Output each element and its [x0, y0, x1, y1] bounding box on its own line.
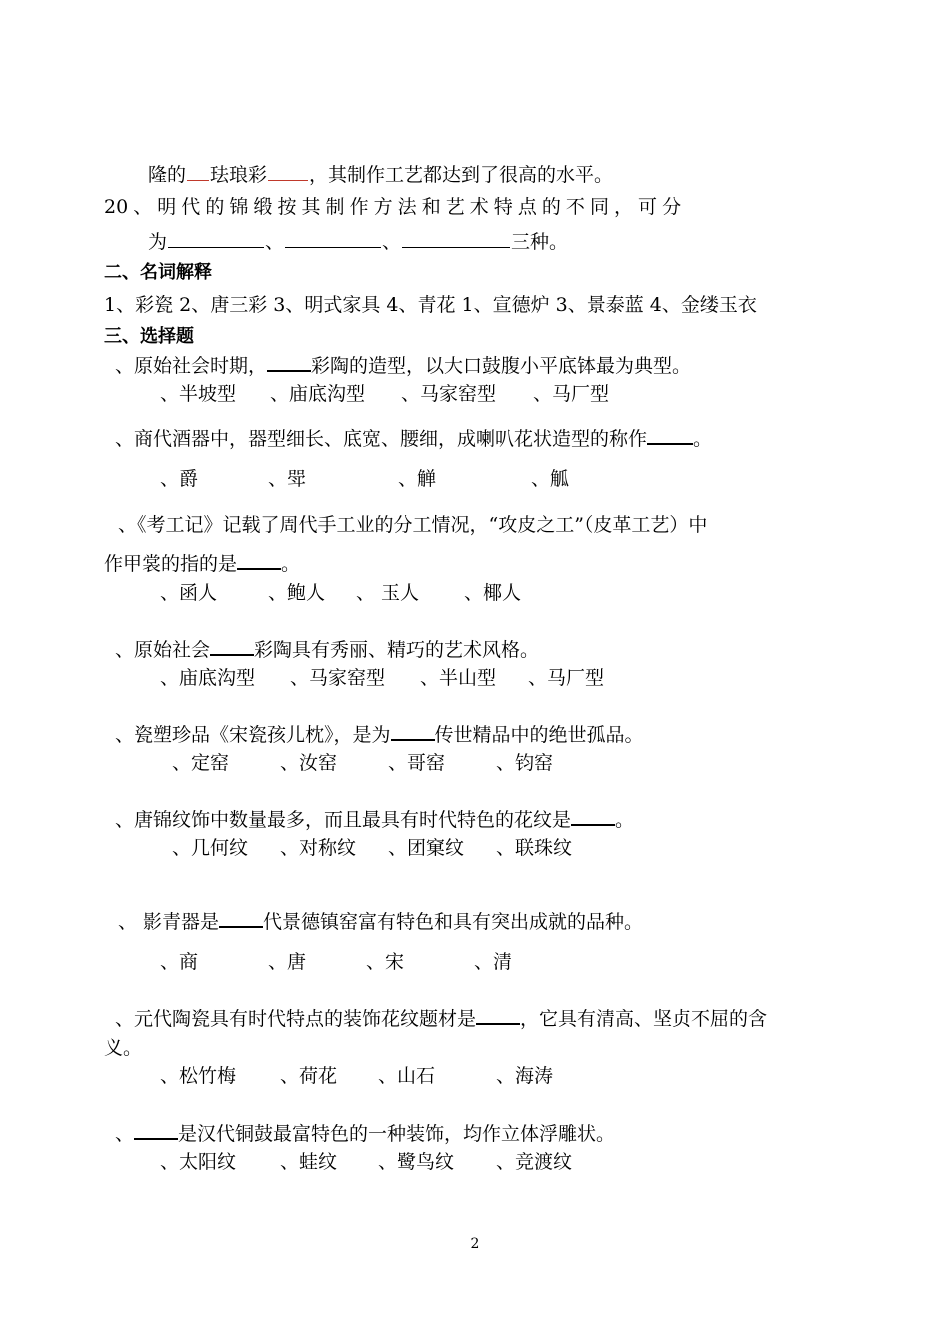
mc5-option-b: 、汝窑 — [280, 752, 338, 774]
mc5-option-d: 、钧窑 — [496, 752, 554, 774]
mc5-option-c: 、哥窑 — [388, 752, 446, 774]
mc6-option-c: 、团窠纹 — [388, 837, 465, 859]
mc8-question-line2: 义。 — [104, 1037, 143, 1059]
mc3-question-line2 — [104, 550, 300, 577]
mc4-option-c: 、半山型 — [420, 667, 497, 689]
mc4-post: 彩陶具有秀丽、精巧的艺术风格。 — [254, 639, 540, 662]
mc7-option-b: 、唐 — [268, 951, 307, 973]
mc3-question-line1: 、《考工记》记载了周代手工业的分工情况，“攻皮之工”（皮革工艺）中 — [118, 514, 708, 536]
q20-post: 三种。 — [511, 230, 569, 253]
mc5-question — [115, 721, 644, 748]
mc8-question-line1 — [115, 1005, 767, 1032]
mc5-post: 传世精品中的绝世孤品。 — [434, 724, 644, 747]
q20-blank-1 — [168, 227, 264, 248]
mc1-option-c: 、马家窑型 — [401, 383, 497, 405]
mc3-post: 。 — [281, 553, 301, 576]
mc8-option-b: 、荷花 — [280, 1065, 338, 1087]
mc6-option-a: 、几何纹 — [172, 837, 249, 859]
mc7-question — [118, 908, 643, 935]
mc1-blank — [267, 352, 311, 372]
mc6-question — [115, 806, 634, 833]
mc9-options — [160, 1149, 572, 1175]
mc6-option-d: 、联珠纹 — [496, 837, 573, 859]
mc8-options — [160, 1063, 553, 1089]
q20-blank-2 — [285, 227, 381, 248]
mc7-option-a: 、商 — [160, 951, 199, 973]
mc9-option-b: 、蛙纹 — [280, 1151, 338, 1173]
mc1-post: 彩陶的造型，以大口鼓腹小平底钵最为典型。 — [311, 355, 692, 378]
mc2-pre: 、商代酒器中，器型细长、底宽、腰细，成喇叭花状造型的称作 — [115, 428, 648, 451]
mc7-blank — [219, 908, 263, 928]
mc4-pre: 、原始社会 — [115, 639, 211, 662]
q19-tail-line — [148, 160, 613, 188]
mc4-option-b: 、马家窑型 — [290, 667, 386, 689]
section-2-title: 二、名词解释 — [104, 262, 212, 283]
mc1-pre: 、原始社会时期， — [115, 355, 268, 378]
mc7-pre: 、 影青器是 — [118, 911, 220, 934]
mc9-blank — [134, 1120, 178, 1140]
mc3-option-c: 、 玉人 — [356, 582, 420, 604]
mc5-blank — [391, 721, 435, 741]
mc8-option-c: 、山石 — [378, 1065, 436, 1087]
mc1-option-a: 、半坡型 — [160, 383, 237, 405]
section-2-terms: 1、彩瓷 2、唐三彩 3、明式家具 4、青花 1、宣德炉 3、景泰蓝 4、金缕玉衣 — [104, 294, 757, 316]
mc8-option-d: 、海涛 — [496, 1065, 554, 1087]
mc9-option-a: 、太阳纹 — [160, 1151, 237, 1173]
q20-line2 — [148, 227, 568, 255]
mc8-post: ，它具有清高、坚贞不屈的含 — [520, 1008, 768, 1031]
mc5-options — [172, 750, 553, 776]
mc8-blank — [476, 1005, 520, 1025]
mc1-option-d: 、马厂型 — [533, 383, 610, 405]
mc3-option-a: 、函人 — [160, 582, 218, 604]
section-3-title: 三、选择题 — [104, 326, 194, 347]
mc9-option-d: 、竞渡纹 — [496, 1151, 573, 1173]
mc3-options — [160, 580, 521, 606]
mc4-options — [160, 665, 604, 691]
mc6-options — [172, 835, 572, 861]
mc4-question — [115, 636, 539, 663]
mc2-question — [115, 425, 712, 452]
mc9-pre: 、 — [115, 1123, 135, 1146]
mc7-options — [160, 949, 512, 975]
mc1-option-b: 、庙底沟型 — [270, 383, 366, 405]
mc3-option-b: 、鲍人 — [268, 582, 326, 604]
q19-blank-b — [268, 160, 308, 181]
mc2-option-a: 、爵 — [160, 468, 199, 490]
page-number: 2 — [470, 1236, 480, 1252]
mc7-option-c: 、宋 — [366, 951, 405, 973]
mc5-option-a: 、定窑 — [172, 752, 230, 774]
mc9-question — [115, 1120, 615, 1147]
mc7-post: 代景德镇窑富有特色和具有突出成就的品种。 — [263, 911, 644, 934]
mc6-option-b: 、对称纹 — [280, 837, 357, 859]
mc6-post: 。 — [615, 809, 635, 832]
mc3-option-d: 、椰人 — [464, 582, 522, 604]
mc2-option-b: 、斝 — [268, 468, 307, 490]
mc2-blank — [647, 425, 693, 445]
q19-answer: 珐琅彩 — [210, 163, 268, 186]
mc9-option-c: 、鹭鸟纹 — [378, 1151, 455, 1173]
q20-line1: 20 、 明 代 的 锦 缎 按 其 制 作 方 法 和 艺 术 特 点 的 不 同 ， 可 分 — [104, 196, 682, 218]
mc3-blank — [237, 550, 281, 570]
q20-blank-3 — [402, 227, 510, 248]
mc6-pre: 、唐锦纹饰中数量最多，而且最具有时代特色的花纹是 — [115, 809, 572, 832]
mc9-post: 是汉代铜鼓最富特色的一种装饰，均作立体浮雕状。 — [178, 1123, 616, 1146]
q19-tail-post: ，其制作工艺都达到了很高的水平。 — [309, 163, 614, 186]
mc7-option-d: 、清 — [474, 951, 513, 973]
mc3-pre: 作甲裳的指的是 — [104, 553, 238, 576]
mc2-option-c: 、觯 — [398, 468, 437, 490]
mc2-option-d: 、觚 — [531, 468, 570, 490]
mc6-blank — [571, 806, 615, 826]
mc4-blank — [210, 636, 254, 656]
mc8-pre: 、元代陶瓷具有时代特点的装饰花纹题材是 — [115, 1008, 477, 1031]
q19-tail-pre: 隆的 — [148, 163, 187, 186]
mc1-options — [160, 381, 609, 407]
mc8-option-a: 、松竹梅 — [160, 1065, 237, 1087]
mc2-options — [160, 466, 569, 492]
q19-blank-a — [187, 160, 209, 181]
mc5-pre: 、瓷塑珍品《宋瓷孩儿枕》，是为 — [115, 724, 391, 747]
q20-sep1: 、 — [265, 230, 285, 253]
q20-pre: 为 — [148, 230, 168, 253]
mc4-option-a: 、庙底沟型 — [160, 667, 256, 689]
mc1-question — [115, 352, 691, 379]
q20-sep2: 、 — [382, 230, 402, 253]
mc2-post: 。 — [693, 428, 713, 451]
mc4-option-d: 、马厂型 — [528, 667, 605, 689]
